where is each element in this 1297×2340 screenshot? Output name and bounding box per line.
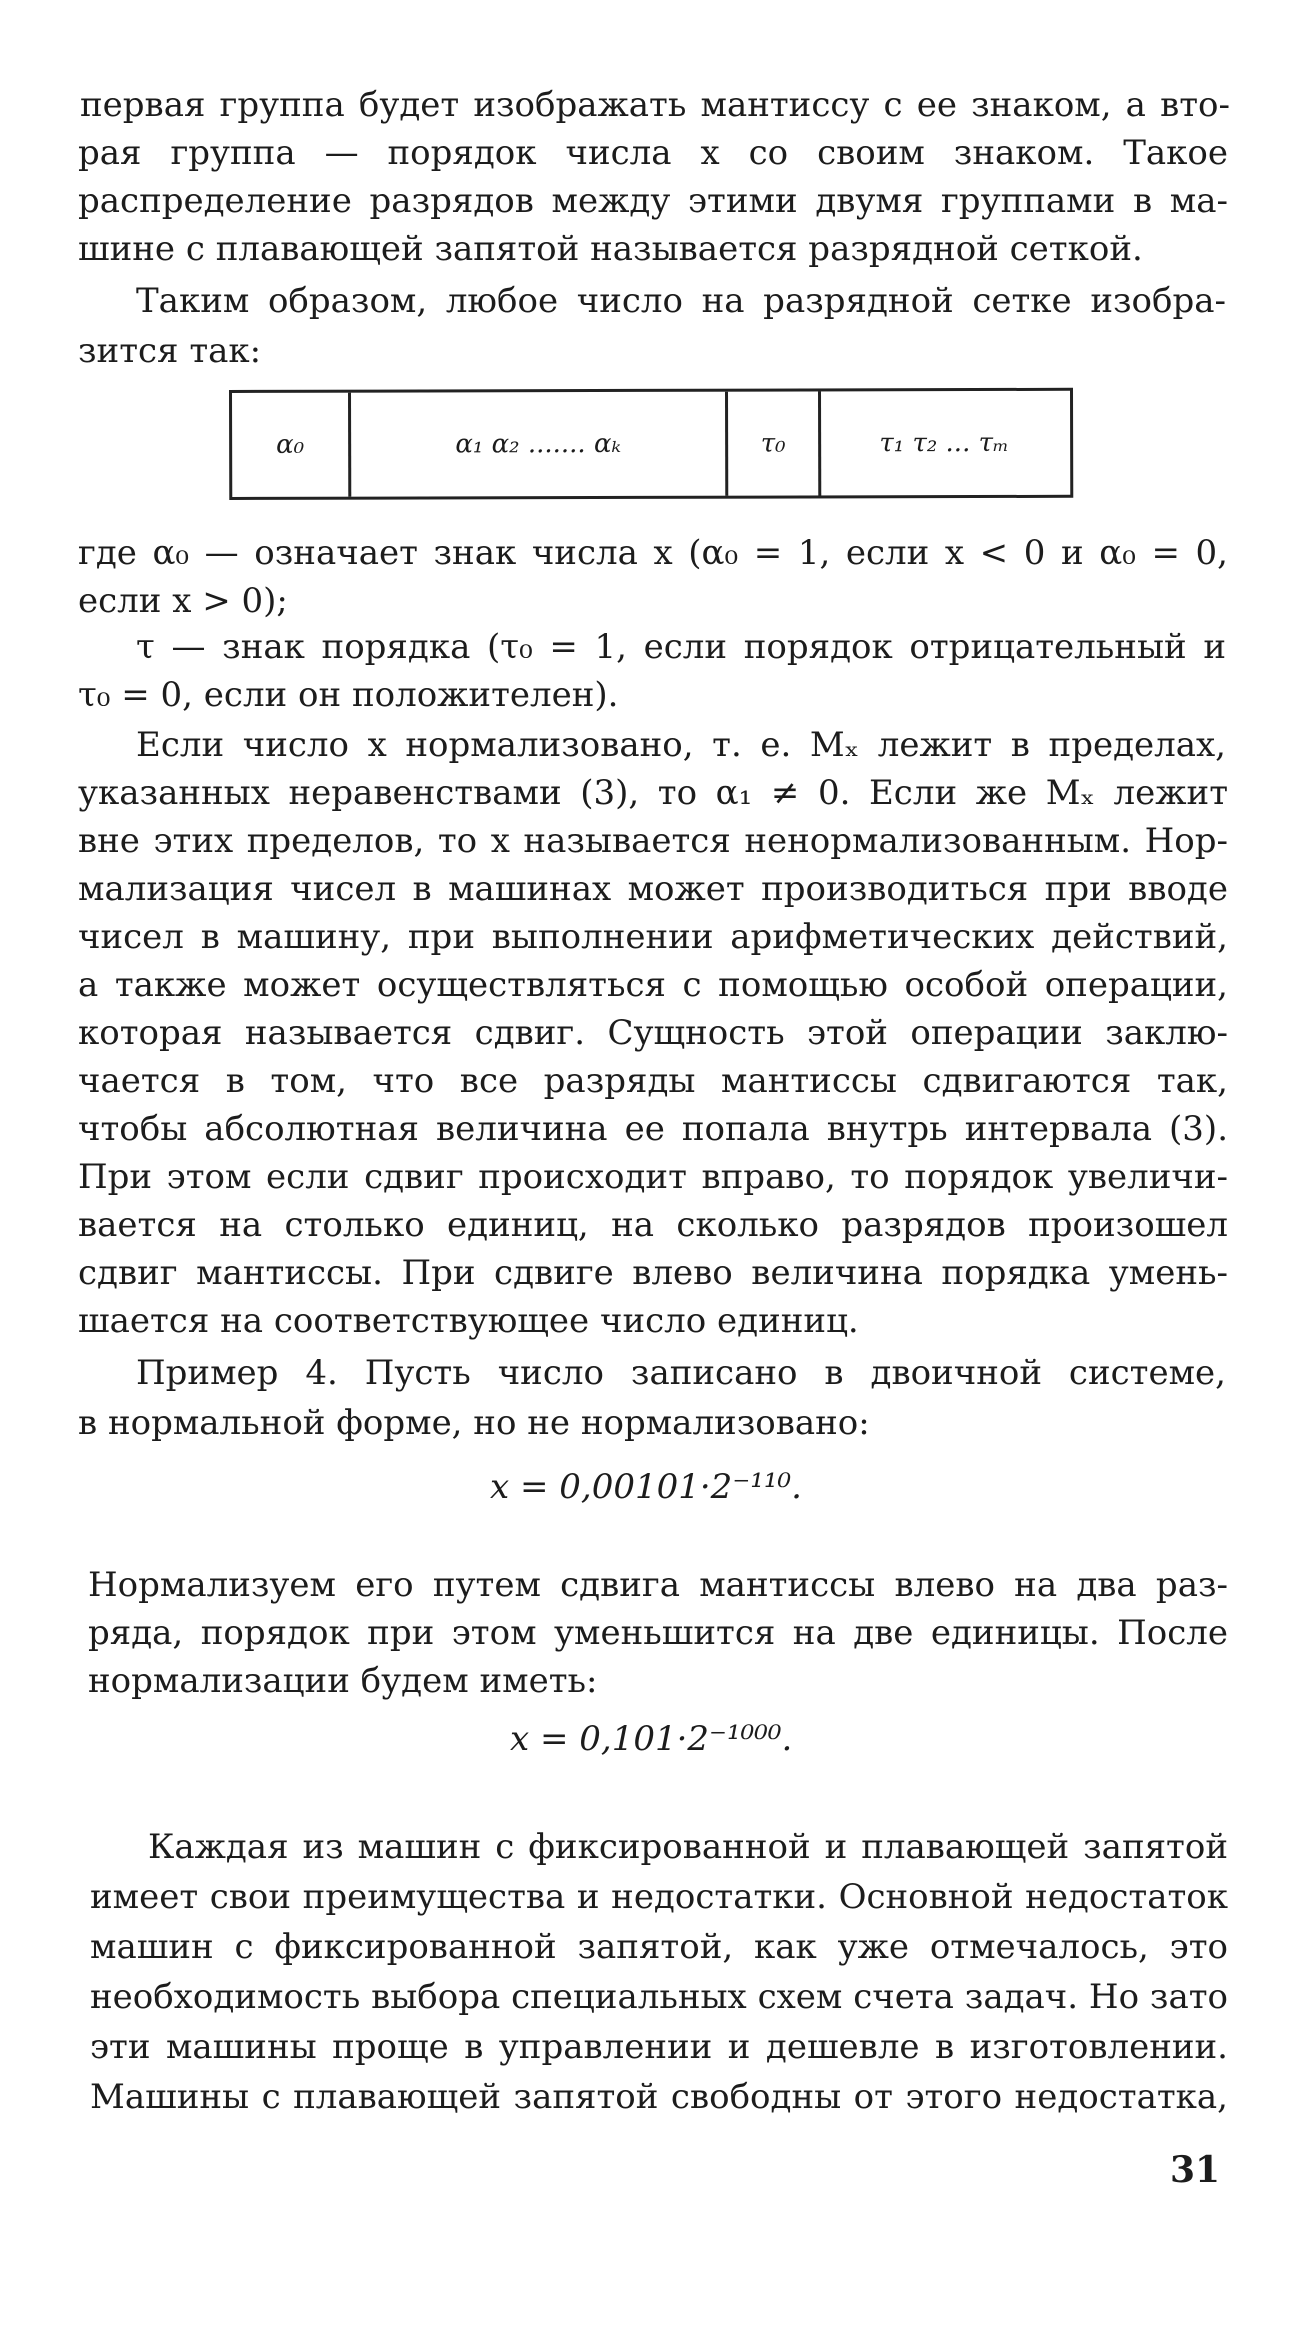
text-line: если x > 0); xyxy=(78,581,288,621)
text-line: шается на соответствующее число единиц. xyxy=(78,1301,859,1341)
text-line: нормализации будем иметь: xyxy=(88,1661,598,1701)
text-line: При этом если сдвиг происходит вправо, то порядок увеличи- xyxy=(78,1157,1228,1197)
text-line: необходимость выбора специальных схем счета задач. Но зато xyxy=(90,1977,1228,2017)
text-line: мализация чисел в машинах может производиться при вводе xyxy=(78,869,1228,909)
text-line: ряда, порядок при этом уменьшится на две единицы. После xyxy=(88,1613,1228,1653)
grid-cell-exponent-sign: τ₀ xyxy=(760,428,786,459)
text-line: имеет свои преимущества и недостатки. Основной недостаток xyxy=(90,1877,1228,1917)
text-line: вается на столько единиц, на сколько разрядов произошел xyxy=(78,1205,1228,1245)
text-line: вне этих пределов, то x называется ненормализованным. Нор- xyxy=(78,821,1228,861)
text-line: где α₀ — означает знак числа x (α₀ = 1, если x < 0 и α₀ = 0, xyxy=(78,533,1228,573)
text-line: а также может осуществляться с помощью особой операции, xyxy=(78,965,1228,1005)
formula-unnormalized: x = 0,00101·2⁻¹¹⁰. xyxy=(490,1467,802,1507)
text-line: рая группа — порядок числа x со своим знаком. Такое xyxy=(78,133,1228,173)
text-line: машин с фиксированной запятой, как уже отмечалось, это xyxy=(90,1927,1228,1967)
example-heading-line: Пример 4. Пусть число записано в двоичной системе, xyxy=(136,1353,1226,1393)
text-line: распределение разрядов между этими двумя группами в ма- xyxy=(78,181,1228,221)
grid-cell-sign: α₀ xyxy=(276,429,305,460)
grid-cell-exponent: τ₁ τ₂ ... τₘ xyxy=(879,427,1009,459)
grid-cell-mantissa: α₁ α₂ ....... αₖ xyxy=(455,428,622,460)
text-line: указанных неравенствами (3), то α₁ ≠ 0. Если же Mₓ лежит xyxy=(78,773,1228,813)
text-line: сдвиг мантиссы. При сдвиге влево величина порядка умень- xyxy=(78,1253,1228,1293)
text-line: чается в том, что все разряды мантиссы сдвигаются так, xyxy=(78,1061,1228,1101)
text-line: зится так: xyxy=(78,331,262,371)
text-line: шине с плавающей запятой называется разрядной сеткой. xyxy=(78,229,1143,269)
text-line: Машины с плавающей запятой свободны от этого недостатка, xyxy=(90,2077,1228,2117)
page-number: 31 xyxy=(1170,2149,1221,2191)
bit-grid-table xyxy=(229,388,1073,500)
text-line: эти машины проще в управлении и дешевле в изготовлении. xyxy=(90,2027,1228,2067)
text-line: τ₀ = 0, если он положителен). xyxy=(78,675,619,715)
text-line: первая группа будет изображать мантиссу с ее знаком, а вто- xyxy=(80,85,1230,125)
text-line: Если число x нормализовано, т. е. Mₓ лежит в пределах, xyxy=(136,725,1226,765)
text-line: Таким образом, любое число на разрядной сетке изобра- xyxy=(136,281,1226,321)
text-line: Каждая из машин с фиксированной и плавающей запятой xyxy=(148,1827,1228,1867)
formula-normalized: x = 0,101·2⁻¹⁰⁰⁰. xyxy=(510,1719,793,1759)
text-line: Нормализуем его путем сдвига мантиссы влево на два раз- xyxy=(88,1565,1228,1605)
text-line: τ — знак порядка (τ₀ = 1, если порядок отрицательный и xyxy=(136,627,1226,667)
text-line: которая называется сдвиг. Сущность этой операции заклю- xyxy=(78,1013,1228,1053)
text-line: в нормальной форме, но не нормализовано: xyxy=(78,1403,870,1443)
text-line: чтобы абсолютная величина ее попала внутрь интервала (3). xyxy=(78,1109,1228,1149)
text-line: чисел в машину, при выполнении арифметических действий, xyxy=(78,917,1228,957)
